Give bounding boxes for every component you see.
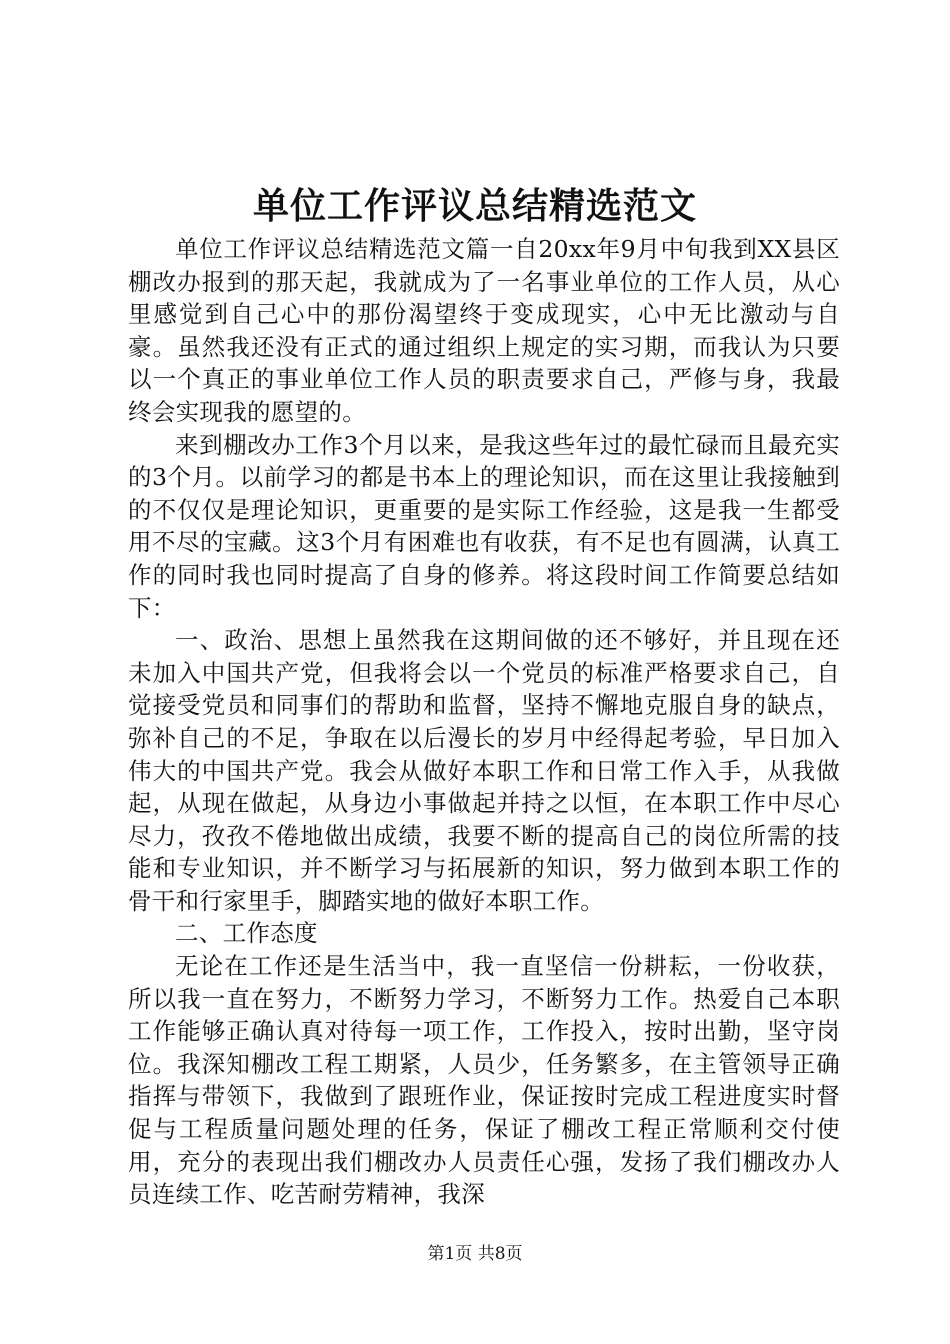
section-heading-attitude: 二、工作态度 (175, 919, 318, 948)
paragraph-attitude: 无论在工作还是生活当中，我一直坚信一份耕耘，一份收获，所以我一直在努力，不断努力学习，不断努力工作。热爱自己本职工作能够正确认真对待每一项工作，工作投入，按时出勤，坚守岗位。我深知棚改工程工期紧，人员少，任务繁多，在主管领导正确指挥与带领下，我做到了跟班作业，保证按时完成工程进度实时督促与工程质量问题处理的任务，保证了棚改工程正常顺利交付使用，充分的表现出我们棚改办人员责任心强，发扬了我们棚改办人员连续工作、吃苦耐劳精神，我深 (128, 952, 840, 1209)
paragraph-overview: 来到棚改办工作3个月以来，是我这些年过的最忙碌而且最充实的3个月。以前学习的都是书本上的理论知识，而在这里让我接触到的不仅仅是理论知识，更重要的是实际工作经验，这是我一生都受用不尽的宝藏。这3个月有困难也有收获，有不足也有圆满，认真工作的同时我也同时提高了自身的修养。将这段时间工作简要总结如下： (128, 430, 840, 622)
document-title: 单位工作评议总结精选范文 (252, 185, 697, 227)
document-body (128, 233, 840, 1211)
paragraph-intro: 单位工作评议总结精选范文篇一自20xx年9月中旬我到XX县区棚改办报到的那天起，我就成为了一名事业单位的工作人员，从心里感觉到自己心中的那份渴望终于变成现实，心中无比激动与自豪。虽然我还没有正式的通过组织上规定的实习期，而我认为只要以一个真正的事业单位工作人员的职责要求自己，严修与身，我最终会实现我的愿望的。 (128, 235, 840, 426)
page-footer: 第1页 共8页 (427, 1244, 523, 1264)
paragraph-political: 一、政治、思想上虽然我在这期间做的还不够好，并且现在还未加入中国共产党，但我将会以一个党员的标准严格要求自己，自觉接受党员和同事们的帮助和监督，坚持不懈地克服自身的缺点，弥补自己的不足，争取在以后漫长的岁月中经得起考验，早日加入伟大的中国共产党。我会从做好本职工作和日常工作入手，从我做起，从现在做起，从身边小事做起并持之以恒，在本职工作中尽心尽力，孜孜不倦地做出成绩，我要不断的提高自己的岗位所需的技能和专业知识，并不断学习与拓展新的知识，努力做到本职工作的骨干和行家里手，脚踏实地的做好本职工作。 (128, 626, 840, 915)
